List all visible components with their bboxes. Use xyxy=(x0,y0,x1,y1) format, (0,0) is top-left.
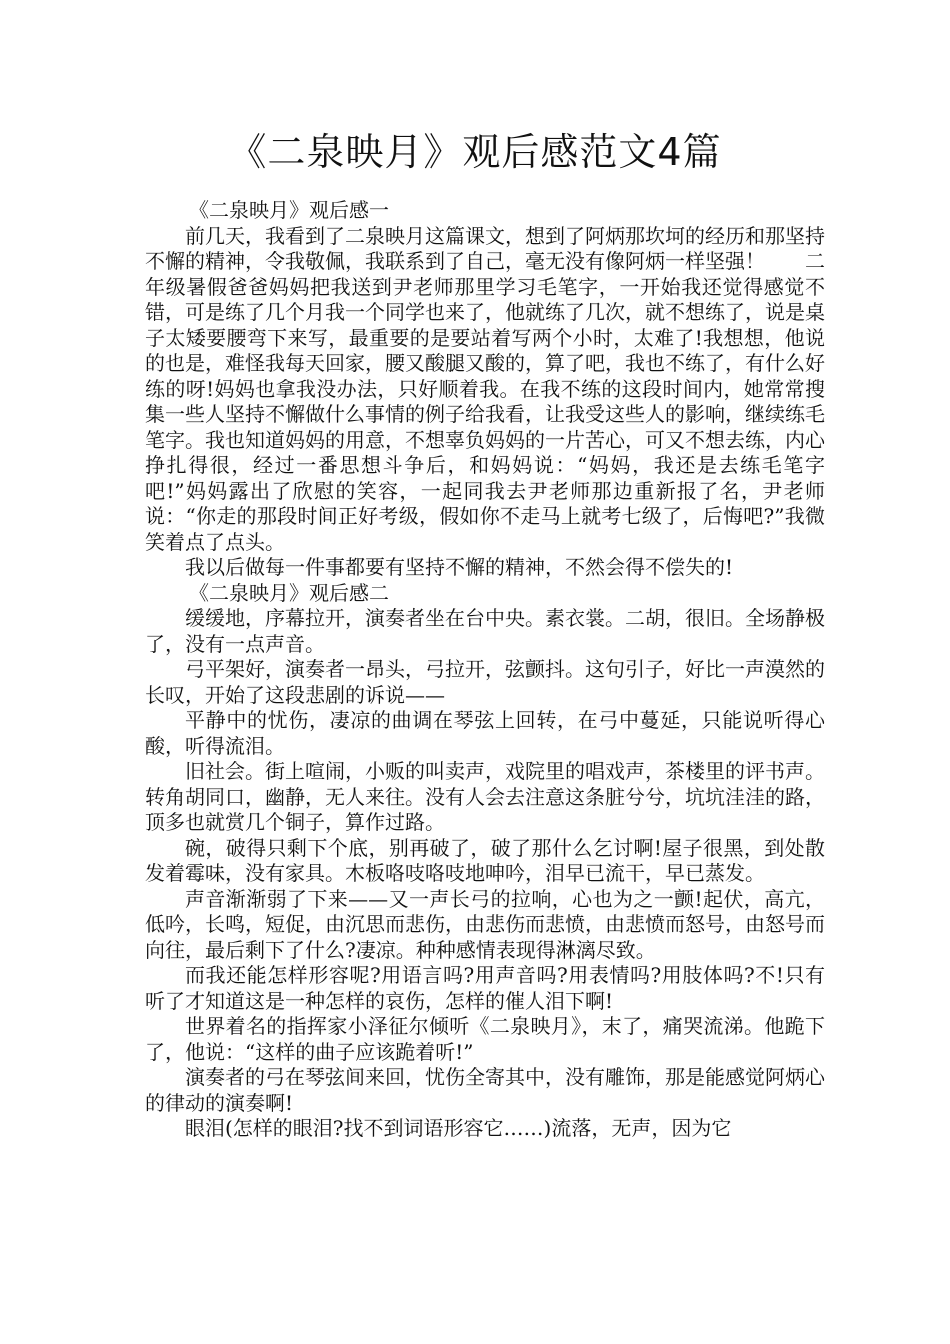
paragraph: 旧社会。街上喧闹，小贩的叫卖声，戏院里的唱戏声，茶楼里的评书声。转角胡同口，幽静，无人来往。没有人会去注意这条脏兮兮，坑坑洼洼的路，顶多也就赏几个铜子，算作过路。 xyxy=(145,759,825,834)
section-heading-2: 《二泉映月》观后感二 xyxy=(189,580,389,605)
paragraph: 眼泪(怎样的眼泪?找不到词语形容它……)流落，无声，因为它 xyxy=(185,1116,732,1140)
paragraph: 平静中的忧伤，凄凉的曲调在琴弦上回转，在弓中蔓延，只能说听得心酸，听得流泪。 xyxy=(145,708,825,758)
document-title: 《二泉映月》观后感范文4篇 xyxy=(228,130,722,174)
document-body xyxy=(145,198,825,1142)
paragraph: 而我还能怎样形容呢?用语言吗?用声音吗?用表情吗?用肢体吗?不!只有听了才知道这是一种怎样的哀伤，怎样的催人泪下啊! xyxy=(145,963,825,1013)
paragraph: 世界着名的指挥家小泽征尔倾听《二泉映月》，末了，痛哭流涕。他跪下了，他说：“这样的曲子应该跪着听!” xyxy=(145,1014,825,1064)
paragraph: 缓缓地，序幕拉开，演奏者坐在台中央。素衣裳。二胡，很旧。全场静极了，没有一点声音。 xyxy=(145,606,825,656)
section-heading-1: 《二泉映月》观后感一 xyxy=(189,198,389,222)
paragraph: 前几天，我看到了二泉映月这篇课文，想到了阿炳那坎坷的经历和那坚持不懈的精神，令我敬佩，我联系到了自己，毫无没有像阿炳一样坚强！ 二年级暑假爸爸妈妈把我送到尹老师那里学习毛笔字，一开始我还觉得感觉不错，可是练了几个月我一个同学也来了，他就练了几次，就不想练了，说是桌子太矮要腰弯下来写，最重要的是要站着写两个小时，太难了!我想想，他说的也是，难怪我每天回家，腰又酸腿又酸的，算了吧，我也不练了，有什么好练的呀!妈妈也拿我没办法，只好顺着我。在我不练的这段时间内，她常常搜集一些人坚持不懈做什么事情的例子给我看，让我受这些人的影响，继续练毛笔字。我也知道妈妈的用意，不想辜负妈妈的一片苦心，可又不想去练，内心挣扎得很，经过一番思想斗争后，和妈妈说：“妈妈，我还是去练毛笔字吧!”妈妈露出了欣慰的笑容，一起同我去尹老师那边重新报了名，尹老师说：“你走的那段时间正好考级，假如你不走马上就考七级了，后悔吧?”我微笑着点了点头。 xyxy=(145,223,825,554)
paragraph: 我以后做每一件事都要有坚持不懈的精神，不然会得不偿失的! xyxy=(185,555,734,579)
paragraph: 弓平架好，演奏者一昂头，弓拉开，弦颤抖。这句引子，好比一声漠然的长叹，开始了这段悲剧的诉说—— xyxy=(145,657,825,707)
paragraph: 碗，破得只剩下个底，别再破了，破了那什么乞讨啊!屋子很黑，到处散发着霉味，没有家具。木板咯吱咯吱地呻吟，泪早已流干，早已蒸发。 xyxy=(145,835,825,885)
paragraph: 演奏者的弓在琴弦间来回，忧伤全寄其中，没有雕饰，那是能感觉阿炳心的律动的演奏啊! xyxy=(145,1065,825,1115)
paragraph: 声音渐渐弱了下来——又一声长弓的拉响，心也为之一颤!起伏，高亢，低吟，长鸣，短促，由沉思而悲伤，由悲伤而悲愤，由悲愤而怒号，由怒号而向往，最后剩下了什么?凄凉。种种感情表现得淋漓尽致。 xyxy=(145,886,825,962)
